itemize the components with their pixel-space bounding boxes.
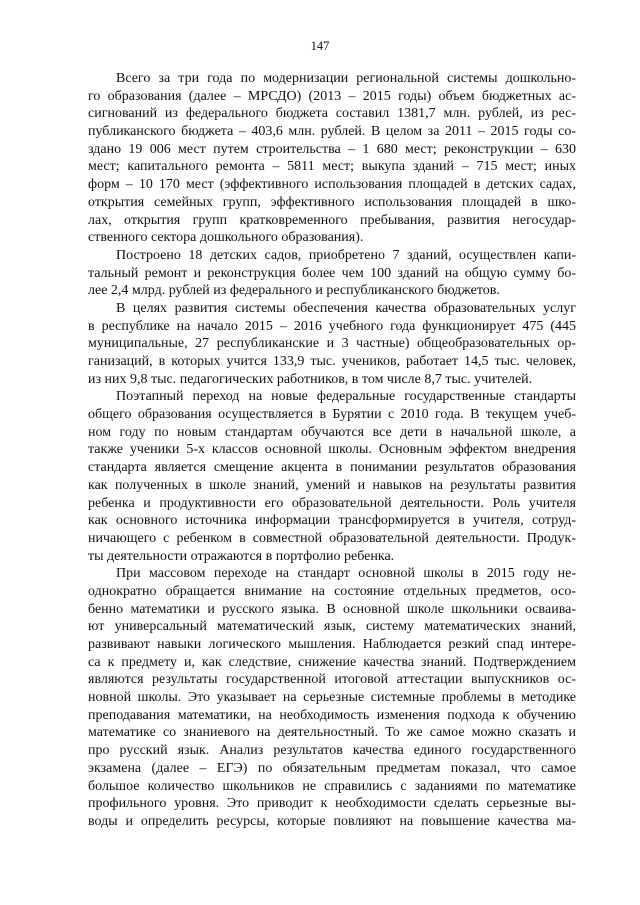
paragraph-educational-organizations xyxy=(88,300,576,388)
text-line: ребенка и продуктивности его образовательной деятельности. Роль учителя xyxy=(88,495,576,511)
text-line: в республике на начало 2015 – 2016 учебного года функционирует 475 (445 xyxy=(88,318,576,334)
text-line: преподавания математики, на необходимость изменения подхода к обучению xyxy=(88,707,576,723)
text-line: сигнований из федерального бюджета составил 1381,7 млн. рублей, из рес- xyxy=(88,106,576,122)
text-line: бенно математики и русского языка. В основной школе школьники осваива- xyxy=(88,601,576,617)
text-line: как полученных в школе знаний, умений и навыков на результаты развития xyxy=(88,477,576,493)
text-line: здано 19 006 мест путем строительства – 1 680 мест; реконструкции – 630 xyxy=(88,141,576,157)
text-line: развивают навыки логического мышления. Наблюдается резкий спад интере- xyxy=(88,637,576,652)
text-line: воды и определить ресурсы, которые повлияют на повышение качества ма- xyxy=(88,813,576,829)
text-line: являются результаты государственной итоговой аттестации выпускников ос- xyxy=(88,672,576,688)
text-line: мест; капитального ремонта – 5811 мест; выкупа зданий – 715 мест; иных xyxy=(88,159,576,175)
text-line: При массовом переходе на стандарт основной школы в 2015 году не- xyxy=(116,566,576,582)
text-line: про русский язык. Анализ результатов качества единого государственного xyxy=(88,743,576,759)
text-line: как основного источника информации трансформируется в учителя, сотруд- xyxy=(88,513,576,529)
text-line: экзамена (далее – ЕГЭ) по обязательным предметам показал, что самое xyxy=(88,760,576,776)
text-line: Всего за три года по модернизации региональной системы дошкольно- xyxy=(116,71,576,86)
text-line: математике со знаниевого на деятельностный. То же самое можно сказать и xyxy=(88,725,576,741)
text-line: общего образования осуществляется в Бурятии с 2010 года. В текущем учеб- xyxy=(88,407,576,423)
text-line: форм – 10 170 мест (эффективного использования площадей в детских садах, xyxy=(88,177,576,193)
body-text xyxy=(88,70,576,831)
text-line: однократно обращается внимание на состояние отдельных предметов, осо- xyxy=(88,583,576,599)
text-line: ственного сектора дошкольного образования). xyxy=(88,230,364,246)
text-line: ничающего с ребенком в совместной образовательной деятельности. Продук- xyxy=(88,530,576,546)
page-number: 147 xyxy=(310,39,330,53)
text-line: Поэтапный переход на новые федеральные государственные стандарты xyxy=(116,389,576,405)
text-line: лее 2,4 млрд. рублей из федерального и республиканского бюджетов. xyxy=(88,283,500,299)
text-line: са к предмету и, как следствие, снижение качества знаний. Подтверждением xyxy=(88,654,576,670)
paragraph-federal-standards xyxy=(88,388,576,565)
text-line: го образования (далее – МРСДО) (2013 – 2015 годы) объем бюджетных ас- xyxy=(88,88,576,104)
text-line: публиканского бюджета – 403,6 млн. рублей. В целом за 2011 – 2015 годы со- xyxy=(88,124,576,140)
paragraph-basic-school-transition xyxy=(88,565,576,830)
text-line: из них 9,8 тыс. педагогических работников, в том числе 8,7 тыс. учителей. xyxy=(88,371,533,387)
paragraph-kindergartens-built xyxy=(88,247,576,300)
text-line: Построено 18 детских садов, приобретено 7 зданий, осуществлен капи- xyxy=(116,247,576,263)
text-line: тальный ремонт и реконструкция более чем 100 зданий на общую сумму бо- xyxy=(88,265,576,281)
text-line: муниципальные, 27 республиканские и 3 частные) общеобразовательных ор- xyxy=(88,336,576,352)
text-line: ном году по новым стандартам обучаются все дети в начальной школе, а xyxy=(88,424,576,440)
text-line: ты деятельности отражаются в портфолио ребенка. xyxy=(88,548,395,564)
text-line: открытия семейных групп, эффективного использования площадей в шко- xyxy=(88,194,576,210)
text-line: профильного уровня. Это приводит к необходимости сделать серьезные вы- xyxy=(88,796,576,812)
text-line: также ученики 5-х классов основной школы. Основным эффектом внедрения xyxy=(88,442,576,458)
text-line: ют универсальный математический язык, систему математических знаний, xyxy=(88,619,576,635)
text-line: лах, открытия групп кратковременного пребывания, развития негосудар- xyxy=(88,212,576,228)
text-line: новной школы. Это указывает на серьезные системные проблемы в методике xyxy=(88,690,576,706)
text-line: ганизаций, в которых учится 133,9 тыс. учеников, работает 14,5 тыс. человек, xyxy=(88,354,576,369)
text-line: В целях развития системы обеспечения качества образовательных услуг xyxy=(116,300,576,316)
text-line: стандарта является смещение акцента в понимании результатов образования xyxy=(88,460,576,476)
paragraph-mrsdo-funding xyxy=(88,70,576,247)
text-line: большое количество школьников не справились с заданиями по математике xyxy=(88,778,576,794)
